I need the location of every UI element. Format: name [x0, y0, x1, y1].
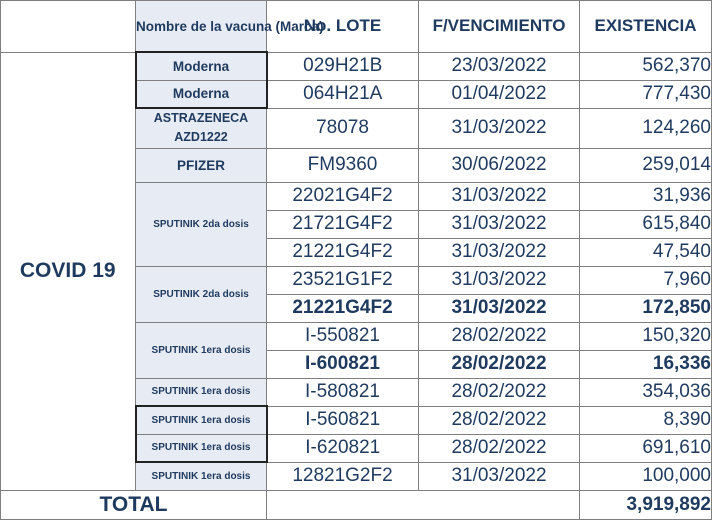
vaccine-name: SPUTINIK 1era dosis	[136, 406, 267, 434]
vaccine-name: SPUTINIK 1era dosis	[136, 322, 267, 378]
stock-value: 562,370	[580, 52, 712, 80]
expiry-date: 30/06/2022	[419, 148, 580, 182]
vaccine-name: SPUTINIK 2da dosis	[136, 182, 267, 266]
lot-number: 21221G4F2	[267, 294, 419, 322]
lot-number: FM9360	[267, 148, 419, 182]
header-row	[1, 1, 712, 53]
vaccine-name: Moderna	[136, 80, 267, 108]
stock-value: 259,014	[580, 148, 712, 182]
stock-value: 31,936	[580, 182, 712, 210]
lot-number: 21221G4F2	[267, 238, 419, 266]
vaccine-name: ASTRAZENECA AZD1222	[136, 108, 267, 148]
expiry-date: 31/03/2022	[419, 238, 580, 266]
lot-number: I-620821	[267, 434, 419, 462]
lot-number: 21721G4F2	[267, 210, 419, 238]
vaccine-name: SPUTINIK 2da dosis	[136, 266, 267, 322]
stock-value: 150,320	[580, 322, 712, 350]
stock-value: 8,390	[580, 406, 712, 434]
expiry-date: 28/02/2022	[419, 434, 580, 462]
expiry-date: 31/03/2022	[419, 266, 580, 294]
lot-number: 23521G1F2	[267, 266, 419, 294]
vaccine-name: Moderna	[136, 52, 267, 80]
stock-value: 124,260	[580, 108, 712, 148]
stock-value: 615,840	[580, 210, 712, 238]
total-label: TOTAL	[1, 490, 267, 519]
expiry-date: 28/02/2022	[419, 350, 580, 378]
lot-number: I-580821	[267, 378, 419, 406]
lot-number: I-560821	[267, 406, 419, 434]
expiry-date: 28/02/2022	[419, 378, 580, 406]
lot-number: 064H21A	[267, 80, 419, 108]
expiry-date: 31/03/2022	[419, 462, 580, 490]
total-value: 3,919,892	[580, 490, 712, 519]
header-lot: No. LOTE	[267, 1, 419, 53]
lot-number: 029H21B	[267, 52, 419, 80]
lot-number: 12821G2F2	[267, 462, 419, 490]
header-vaccine: Nombre de la vacuna (Marca)	[136, 1, 267, 53]
expiry-date: 31/03/2022	[419, 210, 580, 238]
header-expiry: F/VENCIMIENTO	[419, 1, 580, 53]
lot-number: I-550821	[267, 322, 419, 350]
stock-value: 172,850	[580, 294, 712, 322]
header-stock: EXISTENCIA	[580, 1, 712, 53]
table-row	[1, 52, 712, 80]
expiry-date: 31/03/2022	[419, 182, 580, 210]
expiry-date: 28/02/2022	[419, 406, 580, 434]
expiry-date: 31/03/2022	[419, 294, 580, 322]
stock-value: 47,540	[580, 238, 712, 266]
lot-number: 78078	[267, 108, 419, 148]
corner-cell	[1, 1, 136, 53]
expiry-date: 01/04/2022	[419, 80, 580, 108]
stock-value: 16,336	[580, 350, 712, 378]
vaccine-name: SPUTINIK 1era dosis	[136, 378, 267, 406]
stock-value: 777,430	[580, 80, 712, 108]
vaccine-name: SPUTINIK 1era dosis	[136, 462, 267, 490]
group-label: COVID 19	[1, 52, 136, 490]
expiry-date: 28/02/2022	[419, 322, 580, 350]
lot-number: 22021G4F2	[267, 182, 419, 210]
total-row	[1, 490, 712, 519]
lot-number: I-600821	[267, 350, 419, 378]
expiry-date: 31/03/2022	[419, 108, 580, 148]
vaccine-name: SPUTINIK 1era dosis	[136, 434, 267, 462]
total-spacer	[267, 490, 580, 519]
expiry-date: 23/03/2022	[419, 52, 580, 80]
stock-value: 354,036	[580, 378, 712, 406]
vaccine-name: PFIZER	[136, 148, 267, 182]
stock-value: 7,960	[580, 266, 712, 294]
stock-value: 691,610	[580, 434, 712, 462]
stock-value: 100,000	[580, 462, 712, 490]
